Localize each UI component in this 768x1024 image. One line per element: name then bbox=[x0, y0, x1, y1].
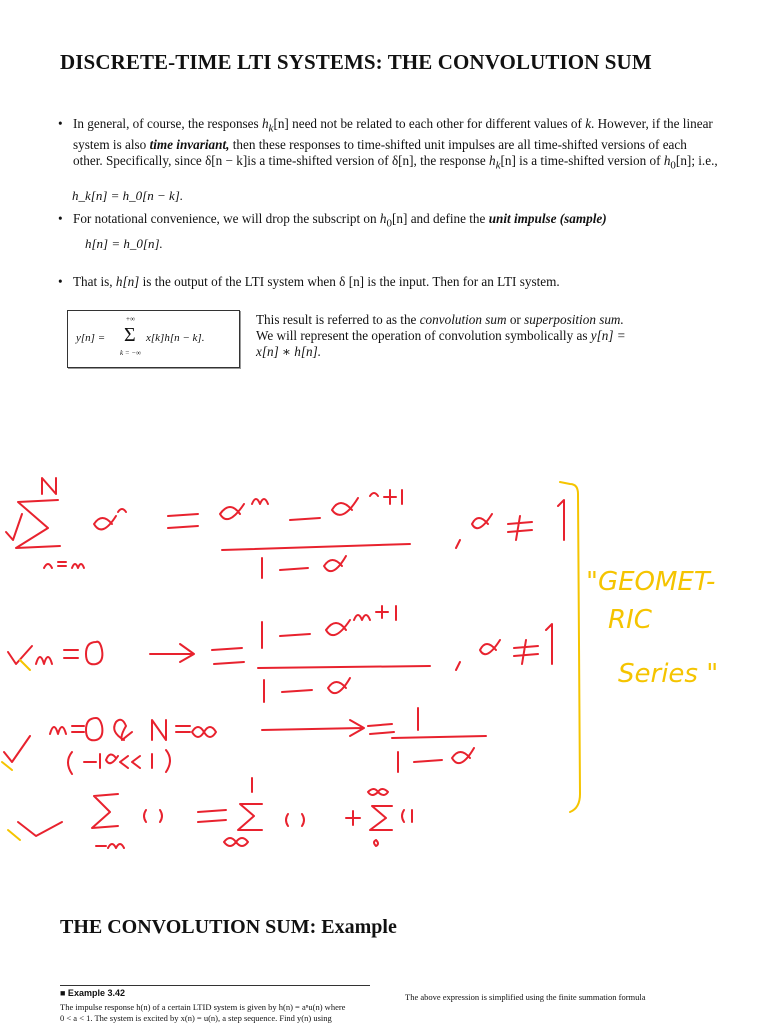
bullet-lti-output: • That is, h[n] is the output of the LTI system when δ [n] is the input. Then for an LTI system. bbox=[58, 274, 560, 290]
check-mark-1 bbox=[6, 514, 22, 540]
fraction-bar-2 bbox=[258, 666, 430, 668]
denominator-2 bbox=[264, 678, 350, 702]
check-mark-4 bbox=[18, 822, 62, 836]
numerator-2 bbox=[262, 606, 396, 648]
equals-1 bbox=[168, 514, 198, 528]
convolution-note: This result is referred to as the convolution sum or superposition sum. We will represent the operation of convolution symbolically as y[n] = x[n] ∗ h[n]. bbox=[256, 312, 626, 359]
equation-hk: h_k[n] = h_0[n − k]. bbox=[72, 188, 184, 203]
check-mark-3 bbox=[4, 736, 30, 762]
conv-lhs: y[n] = bbox=[76, 332, 106, 344]
bullet-unit-impulse: • For notational convenience, we will drop the subscript on $h_0[n]$ and define the unit impulse (sample) bbox=[58, 211, 607, 232]
geomet-text: "GEOMET- bbox=[586, 567, 716, 597]
fraction-bar-1 bbox=[222, 544, 410, 550]
denominator-1 bbox=[262, 556, 346, 578]
sum-split bbox=[92, 778, 412, 848]
equals-2 bbox=[212, 648, 244, 664]
arrow-2 bbox=[262, 720, 364, 736]
yellow-check-1 bbox=[20, 660, 30, 670]
example-heading: ■ Example 3.42 bbox=[60, 985, 370, 999]
page-title: DISCRETE-TIME LTI SYSTEMS: THE CONVOLUTION SUM bbox=[60, 50, 652, 74]
example-text-line-2: 0 < a < 1. The system is excited by x(n) = u(n), a step sequence. Find y(n) using bbox=[60, 1013, 332, 1023]
condition-1 bbox=[456, 500, 564, 548]
sum-lower-n-eq-m bbox=[44, 562, 84, 568]
equation-h: h[n] = h_0[n]. bbox=[85, 236, 163, 251]
conv-rhs: x[k]h[n − k]. bbox=[146, 332, 205, 344]
example-panel bbox=[60, 985, 370, 1024]
m-eq-0 bbox=[36, 642, 102, 665]
sum-upper-N bbox=[42, 478, 56, 494]
yellow-check-3 bbox=[8, 830, 20, 840]
condition-2 bbox=[456, 624, 552, 670]
handwritten-annotations bbox=[0, 470, 768, 870]
section-title: THE CONVOLUTION SUM: Example bbox=[60, 916, 397, 938]
example-right-text: The above expression is simplified using the finite summation formula bbox=[405, 992, 646, 1002]
conv-upper-limit: +∞ bbox=[126, 315, 135, 323]
equals-3 bbox=[368, 724, 394, 734]
sigma-symbol: Σ bbox=[124, 324, 136, 346]
conv-lower-limit: k = −∞ bbox=[120, 349, 142, 357]
sigma-1 bbox=[16, 500, 60, 548]
fraction-3 bbox=[392, 708, 486, 772]
numerator-1 bbox=[220, 490, 402, 520]
example-text-line-1: The impulse response h(n) of a certain LTID system is given by h(n) = aⁿu(n) where bbox=[60, 1002, 346, 1012]
alpha-n bbox=[94, 509, 126, 529]
range-condition bbox=[68, 750, 170, 774]
series-text: Series " bbox=[618, 659, 719, 689]
convolution-sum-box bbox=[67, 310, 240, 368]
arrow-1 bbox=[150, 644, 194, 662]
bullet-time-invariant: • In general, of course, the responses $h_k[n]$ need not be related to each other for different values of k. However, if the linear system is also time invariant, then these responses to time-shifted unit impulses are all time-shifted versions of each other. Specifically, since δ[n − k]is a time-shifted version of δ[n], the response $h_k[n]$ is a time-shifted version of $h_0[n]$; i.e., bbox=[58, 116, 718, 173]
yellow-check-2 bbox=[2, 762, 12, 770]
m0-N-inf bbox=[50, 718, 216, 740]
ric-text: RIC bbox=[608, 605, 652, 635]
